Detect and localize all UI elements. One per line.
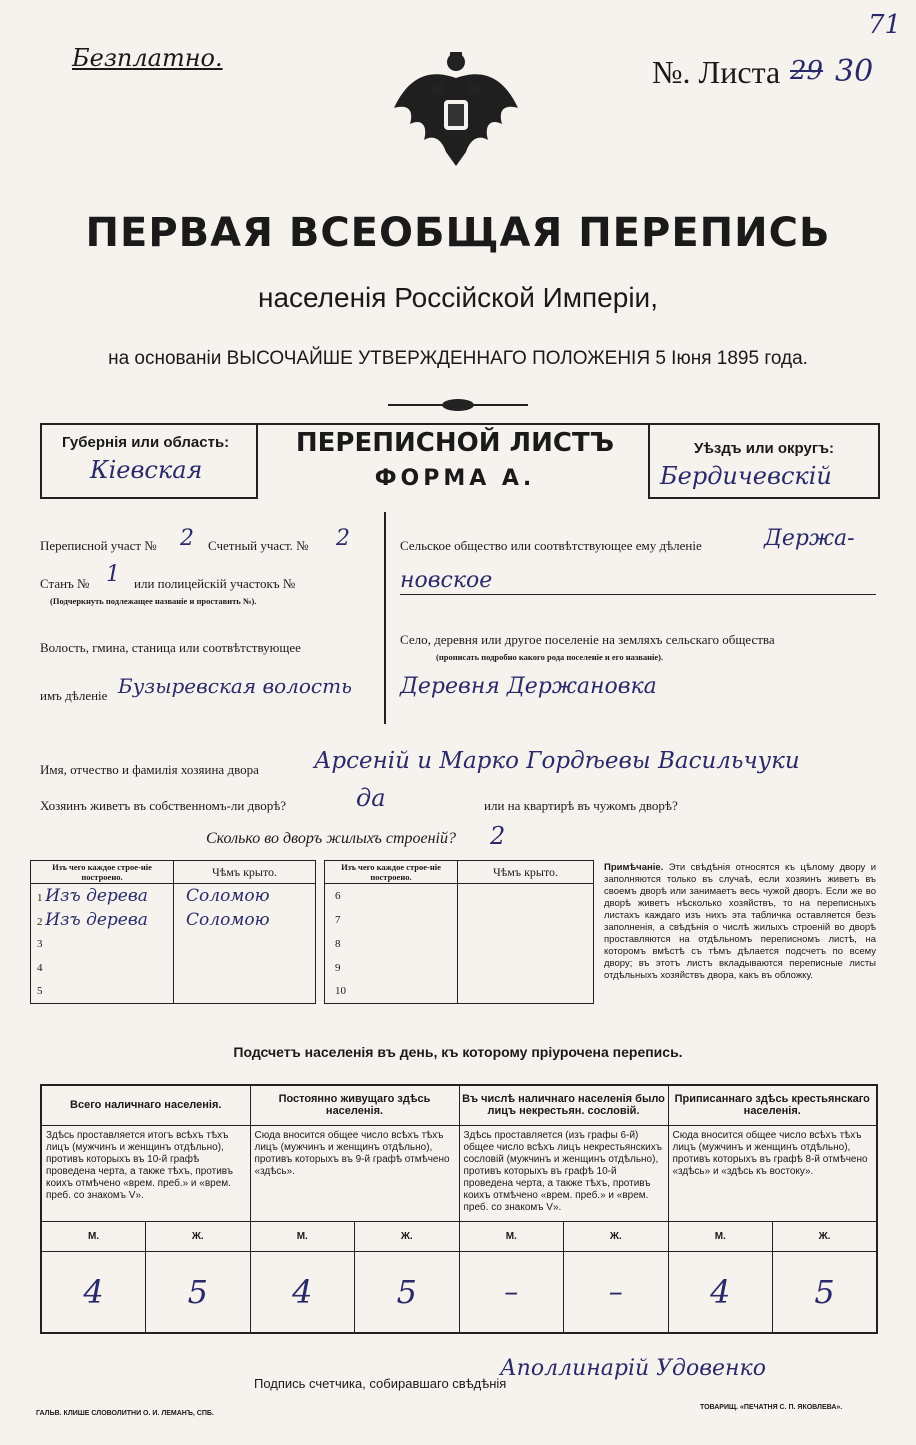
page-number: 71 bbox=[868, 10, 902, 40]
form-label: ФОРМА А. bbox=[374, 466, 536, 491]
village-value: Деревня Держановка bbox=[400, 674, 657, 699]
col-peasant-title: Приписаннаго здѣсь крестьянскаго населенія. bbox=[668, 1085, 877, 1125]
sheet-number-struck: 29 bbox=[790, 56, 824, 86]
census-basis: на основаніи ВЫСОЧАЙШЕ УТВЕРЖДЕННАГО ПОЛОЖЕНІЯ 5 Іюня 1895 года. bbox=[108, 348, 808, 369]
nonpeasant-m: – bbox=[459, 1251, 564, 1333]
col-permanent-desc: Сюда вносится общее число всѣхъ тѣхъ лицъ (мужчинъ и женщинъ отдѣльно), противъ которыхъ въ 9-й графѣ отмѣчено «здѣсь». bbox=[250, 1125, 459, 1221]
col-nonpeasant-desc: Здѣсь проставляется (изъ графы 6-й) общее число всѣхъ лицъ некрестьянскихъ сословій (мужчинъ и женщинъ отдѣльно), противъ которыхъ въ графѣ 10-й проведена черта, а также тѣхъ, противъ коихъ отмѣчено «врем. преб.» и «врем. преб. со знакомъ V». bbox=[459, 1125, 668, 1221]
signature-value: Аполлинарій Удовенко bbox=[500, 1356, 766, 1381]
census-title: ПЕРВАЯ ВСЕОБЩАЯ ПЕРЕПИСЬ bbox=[85, 210, 831, 256]
f-label: Ж. bbox=[773, 1221, 878, 1251]
buildings-table-right bbox=[324, 860, 594, 1004]
population-table bbox=[40, 1084, 878, 1334]
peasant-f: 5 bbox=[773, 1251, 878, 1333]
remark-text: Эти свѣдѣнія относятся къ цѣлому двору и заполняются только въ случаѣ, если хозяинъ живетъ въ своемъ дворѣ или занимаетъ весь чужой дворъ. Если же во дворѣ живетъ нѣсколько хозяйствъ, то на переписныхъ листахъ каждаго изъ нихъ эта табличка оставляется безъ заполненія, а свѣдѣнія о числѣ жилыхъ строеній во дворѣ проставляются на отдѣльномъ переписномъ листѣ, на которомъ вмѣстѣ съ тѣмъ дѣлается подсчетъ по всему двору; въ этотъ листъ вкладываются переписные листы отдѣльныхъ хозяйствъ двора, какъ въ обложку. bbox=[604, 862, 877, 981]
row-number: 8 bbox=[325, 932, 458, 956]
row-number: 4 bbox=[37, 961, 43, 974]
f-label: Ж. bbox=[564, 1221, 669, 1251]
nonpeasant-f: – bbox=[564, 1251, 669, 1333]
row-number: 10 bbox=[325, 980, 458, 1004]
society-label: Сельское общество или соотвѣтствующее ему дѣленіе bbox=[400, 538, 702, 553]
m-label: М. bbox=[41, 1221, 146, 1251]
free-label: Безплатно. bbox=[72, 44, 223, 72]
col-peasant-desc: Сюда вносится общее число всѣхъ тѣхъ лицъ (мужчинъ и женщинъ отдѣльно), противъ которыхъ въ графѣ 8-й отмѣчено «здѣсь» и «здѣсь къ востоку». bbox=[668, 1125, 877, 1221]
owner-own-label: Хозяинъ живетъ въ собственномъ-ли дворѣ? bbox=[40, 798, 287, 813]
permanent-m: 4 bbox=[250, 1251, 355, 1333]
stan-note: (Подчеркнуть подлежащее названіе и проставить №). bbox=[50, 596, 257, 606]
col-material: Изъ чего каждое строе-ніе построено. bbox=[325, 861, 458, 884]
col-permanent-title: Постоянно живущаго здѣсь населенія. bbox=[250, 1085, 459, 1125]
stan-label: Станъ № bbox=[40, 576, 90, 591]
owner-own-value: да bbox=[356, 784, 386, 812]
volost-label-2: имъ дѣленіе bbox=[40, 688, 108, 703]
printer-left: ГАЛЬВ. КЛИШЕ СЛОВОЛИТНИ О. И. ЛЕМАНЪ, СПБ. bbox=[36, 1410, 214, 1417]
col-roof: Чѣмъ крыто. bbox=[211, 864, 278, 879]
remark-block bbox=[604, 862, 876, 982]
village-note: (прописать подробно какого рода поселеніе и его названіе). bbox=[436, 652, 664, 662]
row-number: 7 bbox=[325, 908, 458, 932]
row-number: 3 bbox=[37, 937, 43, 950]
permanent-f: 5 bbox=[355, 1251, 460, 1333]
imperial-eagle-icon bbox=[388, 48, 524, 178]
buildings-table-left bbox=[30, 860, 316, 1004]
stan-value: 1 bbox=[106, 562, 120, 587]
col-roof: Чѣмъ крыто. bbox=[492, 864, 559, 879]
signature-label: Подпись счетчика, собиравшаго свѣдѣнія bbox=[254, 1376, 507, 1391]
peasant-m: 4 bbox=[668, 1251, 773, 1333]
ornament-divider-icon bbox=[388, 396, 528, 414]
owner-name-value: Арсеній и Марко Гордѣевы Васильчуки bbox=[314, 748, 800, 774]
buildings-count-value: 2 bbox=[490, 822, 506, 850]
row-roof: Соломою bbox=[186, 909, 270, 930]
census-subtitle: населенія Россійской Имперіи, bbox=[258, 282, 658, 313]
volost-value: Бузыревская волость bbox=[118, 674, 352, 698]
village-label: Село, деревня или другое поселеніе на земляхъ сельскаго общества bbox=[400, 632, 775, 647]
owner-rent-label: или на квартирѣ въ чужомъ дворѣ? bbox=[484, 798, 678, 813]
sheet-number-value: 30 bbox=[835, 54, 874, 89]
f-label: Ж. bbox=[355, 1221, 460, 1251]
col-total-desc: Здѣсь проставляется итогъ всѣхъ тѣхъ лицъ (мужчинъ и женщинъ отдѣльно), противъ которыхъ въ 10-й графѣ проведена черта, а также тѣхъ, противъ коихъ отмѣчено «врем. преб.» и «врем. преб. со знакомъ V». bbox=[41, 1125, 250, 1221]
sheet-number-label: №. Листа bbox=[652, 54, 781, 90]
total-f: 5 bbox=[146, 1251, 251, 1333]
volost-label: Волость, гмина, станица или соотвѣтствующее bbox=[40, 640, 301, 655]
row-number: 2 bbox=[37, 915, 43, 928]
col-nonpeasant-title: Въ числѣ наличнаго населенія было лицъ некрестьян. сословій. bbox=[459, 1085, 668, 1125]
col-material: Изъ чего каждое строе-ніе построено. bbox=[31, 861, 174, 884]
row-number: 1 bbox=[37, 891, 43, 904]
uchast-label: Переписной участ № bbox=[40, 538, 157, 553]
col-total-title: Всего наличнаго населенія. bbox=[41, 1085, 250, 1125]
police-label: или полицейскій участокъ № bbox=[134, 576, 296, 591]
row-number: 9 bbox=[325, 956, 458, 980]
m-label: М. bbox=[250, 1221, 355, 1251]
row-number: 6 bbox=[325, 884, 458, 908]
gubernia-value: Кіевская bbox=[90, 456, 203, 484]
list-title: ПЕРЕПИСНОЙ ЛИСТЪ bbox=[295, 428, 615, 458]
uezd-value: Бердичевскій bbox=[660, 462, 832, 490]
total-m: 4 bbox=[41, 1251, 146, 1333]
remark-title: Примѣчаніе. bbox=[604, 862, 664, 873]
printer-right: ТОВАРИЩ. «ПЕЧАТНЯ С. П. ЯКОВЛЕВА». bbox=[700, 1404, 843, 1411]
row-roof: Соломою bbox=[186, 885, 270, 906]
m-label: М. bbox=[668, 1221, 773, 1251]
row-number: 5 bbox=[37, 985, 43, 998]
buildings-count-label: Сколько во дворъ жилыхъ строеній? bbox=[206, 830, 456, 847]
uchast-value: 2 bbox=[180, 526, 194, 551]
m-label: М. bbox=[459, 1221, 564, 1251]
row-material: Изъ дерева bbox=[45, 909, 148, 930]
schetny-label: Счетный участ. № bbox=[208, 538, 309, 553]
gubernia-label: Губернія или область: bbox=[62, 434, 230, 451]
society-value-2: новское bbox=[400, 568, 493, 593]
uezd-label: Уѣздъ или округъ: bbox=[694, 440, 835, 457]
owner-name-label: Имя, отчество и фамилія хозяина двора bbox=[40, 762, 259, 777]
row-material: Изъ дерева bbox=[45, 885, 148, 906]
population-heading: Подсчетъ населенія въ день, къ которому пріурочена перепись. bbox=[233, 1044, 683, 1060]
society-value-1: Держа- bbox=[764, 526, 855, 551]
schetny-value: 2 bbox=[336, 526, 350, 551]
f-label: Ж. bbox=[146, 1221, 251, 1251]
